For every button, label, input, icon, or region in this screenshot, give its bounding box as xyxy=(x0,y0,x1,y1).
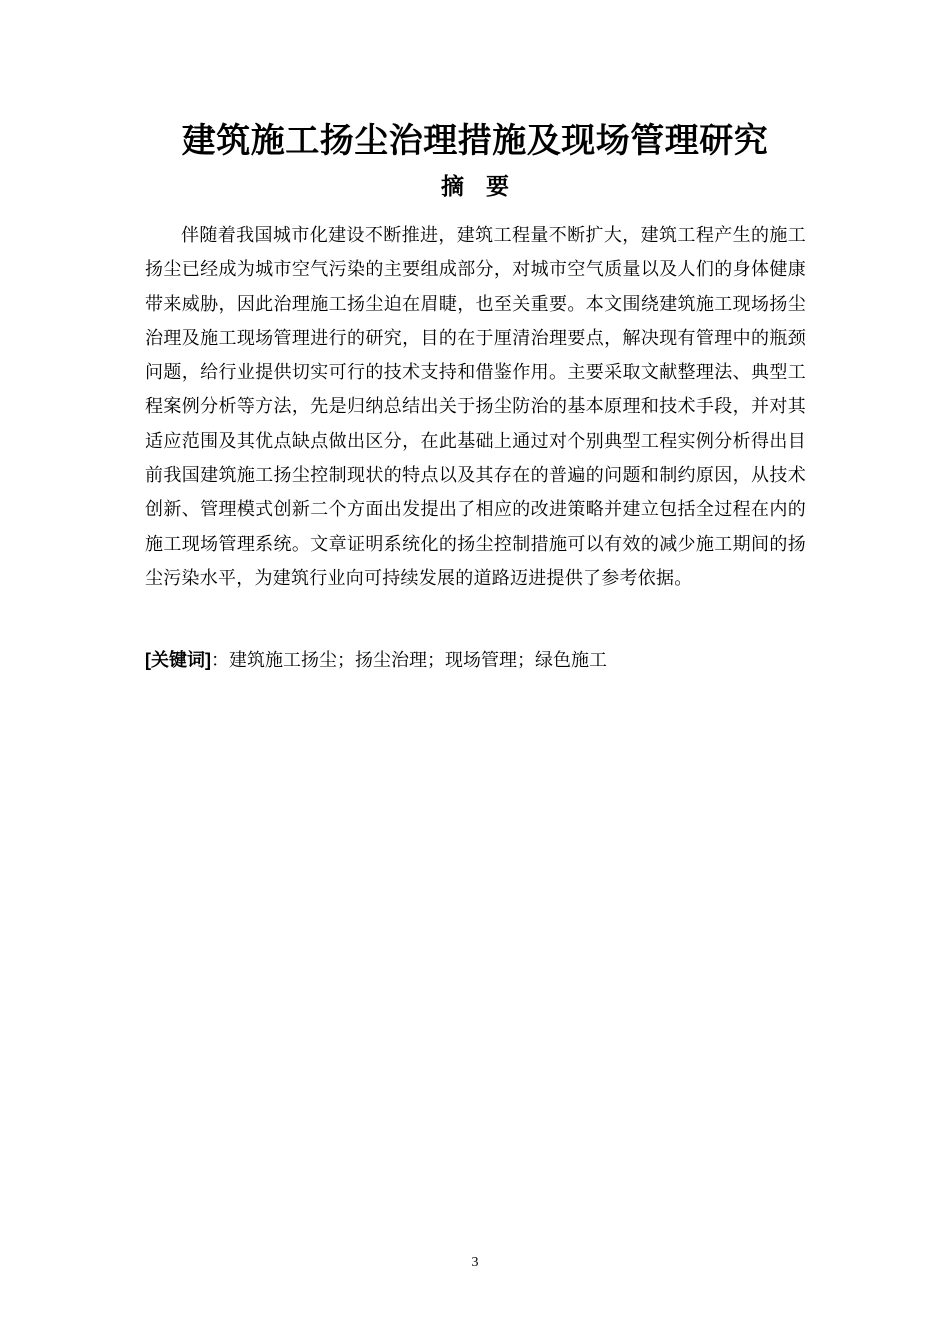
keywords-text: 建筑施工扬尘；扬尘治理；现场管理；绿色施工 xyxy=(229,650,607,671)
page-number: 3 xyxy=(471,1255,479,1270)
document-title: 建筑施工扬尘治理措施及现场管理研究 xyxy=(181,121,769,161)
keywords-line xyxy=(145,643,806,678)
abstract-heading: 摘要 xyxy=(441,174,531,200)
keywords-label: [关键词] xyxy=(145,650,211,670)
abstract-body: 伴随着我国城市化建设不断推进，建筑工程量不断扩大，建筑工程产生的施工扬尘已经成为城市空气污染的主要组成部分，对城市空气质量以及人们的身体健康带来威胁，因此治理施工扬尘迫在眉睫，也至关重要。本文围绕建筑施工现场扬尘治理及施工现场管理进行的研究，目的在于厘清治理要点，解决现有管理中的瓶颈问题，给行业提供切实可行的技术支持和借鉴作用。主要采取文献整理法、典型工程案例分析等方法，先是归纳总结出关于扬尘防治的基本原理和技术手段，并对其适应范围及其优点缺点做出区分，在此基础上通过对个别典型工程实例分析得出目前我国建筑施工扬尘控制现状的特点以及其存在的普遍的问题和制约原因，从技术创新、管理模式创新二个方面出发提出了相应的改进策略并建立包括全过程在内的施工现场管理系统。文章证明系统化的扬尘控制措施可以有效的减少施工期间的扬尘污染水平，为建筑行业向可持续发展的道路迈进提供了参考依据。 xyxy=(145,225,806,589)
keywords-separator: ： xyxy=(211,650,229,671)
